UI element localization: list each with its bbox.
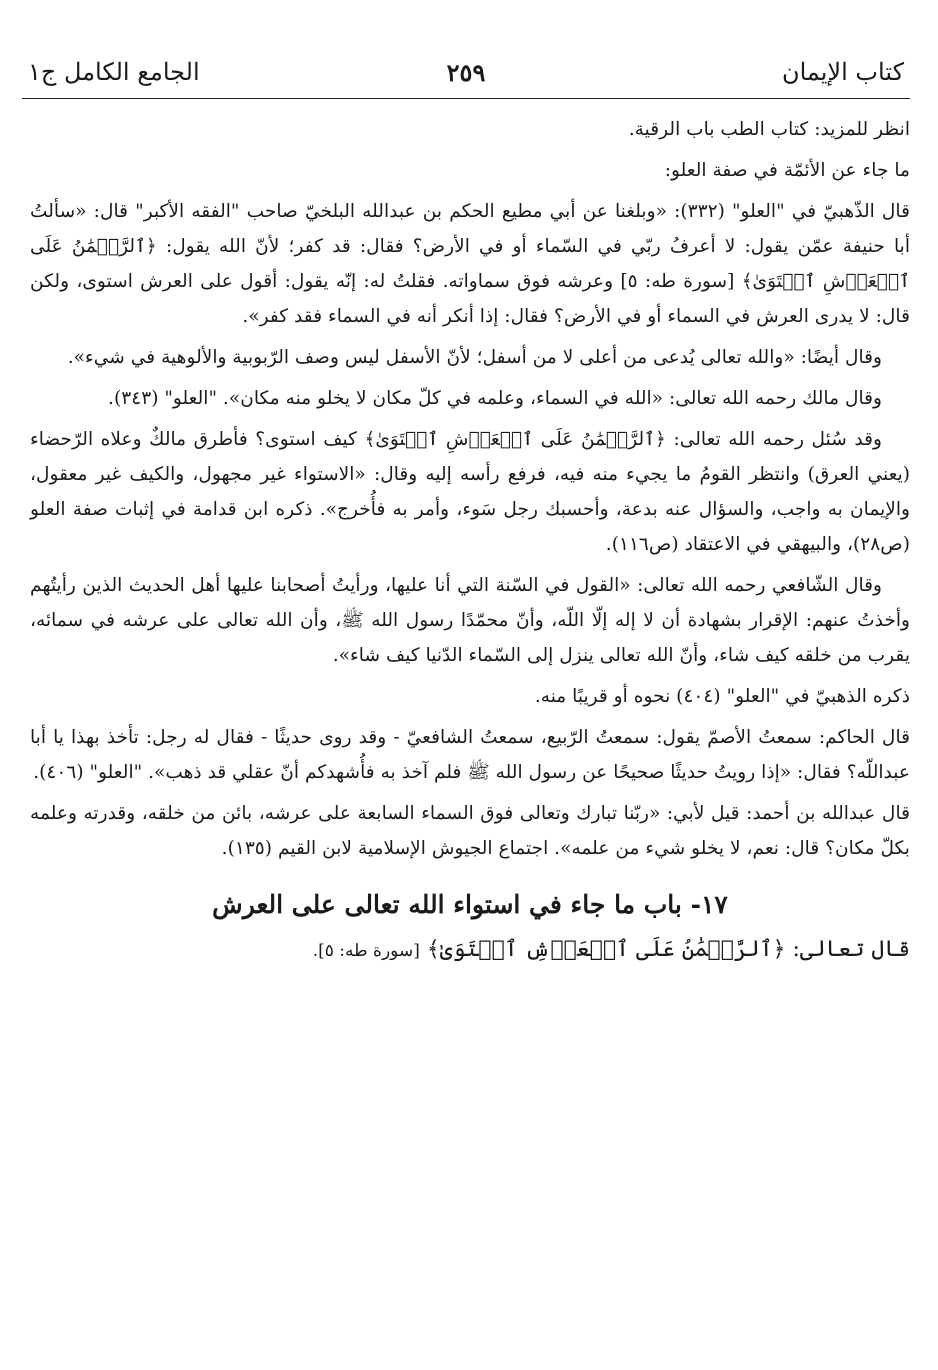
paragraph-also-said: وقال أيضًا: «والله تعالى يُدعى من أعلى لا من أسفل؛ لأنّ الأسفل ليس وصف الرّبوبية والألوهية في شيء».: [67, 347, 882, 368]
page-body: [30, 112, 910, 971]
paragraph-dhahabi-abu-hanifa: قال الذّهبيّ في "العلو" (٣٣٢): «وبلغنا عن أبي مطيع الحكم بن عبدالله البلخيّ صاحب "الفقه الأكبر" قال: «سألتُ أبا حنيفة عمّن يقول: لا أعرفُ ربّي في السّماء أو في الأرض؟ فقال: قد كفر؛ لأنّ الله يقول: ﴿ٱلرَّحۡمَٰنُ عَلَى ٱلۡعَرۡشِ ٱسۡتَوَىٰ﴾ [سورة طه: ٥] وعرشه فوق سماواته. فقلتُ له: إنّه يقول: أقول على العرش استوى، ولكن قال: لا يدرى العرش في السماء أو في الأرض؟ فقال: إذا أنكر أنه في السماء فقد كفر».: [30, 201, 911, 327]
chapter-verse: [30, 930, 910, 971]
paragraph-abdullah-ahmad: قال عبدالله بن أحمد: قيل لأبي: «ربّنا تبارك وتعالى فوق السماء السابعة على عرشه، بائن من خلقه، وقدرته وعلمه بكلّ مكان؟ قال: نعم، لا يخلو شيء من علمه». اجتماع الجيوش الإسلامية لابن القيم (١٣٥).: [30, 803, 910, 859]
paragraph-shafii: وقال الشّافعي رحمه الله تعالى: «القول في السّنة التي أنا عليها، ورأيتُ أصحابنا عليها أهل الحديث الذين رأيتُهم وأخذتُ عنهم: الإقرار بشهادة أن لا إله إلّا اللّه، وأنّ محمّدًا رسول الله ﷺ، وأن الله تعالى على عرشه في سمائه، يقرب من خلقه كيف شاء، وأنّ الله تعالى ينزل إلى السّماء الدّنيا كيف شاء».: [30, 575, 910, 666]
paragraph-dhahabi-ref: ذكره الذهبيّ في "العلو" (٤٠٤) نحوه أو قريبًا منه.: [534, 686, 910, 707]
chapter-heading: ١٧- باب ما جاء في استواء الله تعالى على العرش: [212, 890, 728, 919]
verse-text: قال تعالى: ﴿ٱلرَّحۡمَٰنُ عَلَى ٱلۡعَرۡشِ ٱسۡتَوَىٰ﴾: [426, 937, 910, 962]
verse-reference: [سورة طه: ٥].: [312, 941, 420, 961]
page-number: ٢٥٩: [446, 58, 486, 87]
paragraph-section-heading: ما جاء عن الأئمّة في صفة العلو:: [664, 160, 910, 181]
book-title: كتاب الإيمان: [781, 58, 904, 86]
page-header: [22, 48, 910, 99]
paragraph-malik-istiwa: وقد سُئل رحمه الله تعالى: ﴿ٱلرَّحۡمَٰنُ عَلَى ٱلۡعَرۡشِ ٱسۡتَوَىٰ﴾ كيف استوى؟ فأطرق مالكٌ وعلاه الرّحضاء (يعني العرق) وانتظر القومُ ما يجيء منه فيه، فرفع رأسه إليه وقال: «الاستواء غير مجهول، والكيف غير معقول، والإيمان به واجب، والسؤال عنه بدعة، وأحسبك رجل سَوء، وأمر به فأُخرج». ذكره ابن قدامة في إثبات صفة العلو (ص٢٨)، والبيهقي في الاعتقاد (ص١١٦).: [30, 429, 910, 555]
volume-title: الجامع الكامل ج١: [28, 58, 200, 86]
paragraph-malik: وقال مالك رحمه الله تعالى: «الله في السماء، وعلمه في كلّ مكان لا يخلو منه مكان». "العلو" (٣٤٣).: [108, 388, 882, 409]
paragraph-hakim: قال الحاكم: سمعتُ الأصمّ يقول: سمعتُ الرّبيع، سمعتُ الشافعيّ - وقد روى حديثًا - فقال له رجل: تأخذ بهذا يا أبا عبداللّه؟ فقال: «إذا رويتُ حديثًا صحيحًا عن رسول الله ﷺ فلم آخذ به فأُشهدكم أنّ عقلي قد ذهب». "العلو" (٤٠٦).: [30, 727, 910, 783]
paragraph-see-more: انظر للمزيد: كتاب الطب باب الرقية.: [628, 119, 910, 140]
